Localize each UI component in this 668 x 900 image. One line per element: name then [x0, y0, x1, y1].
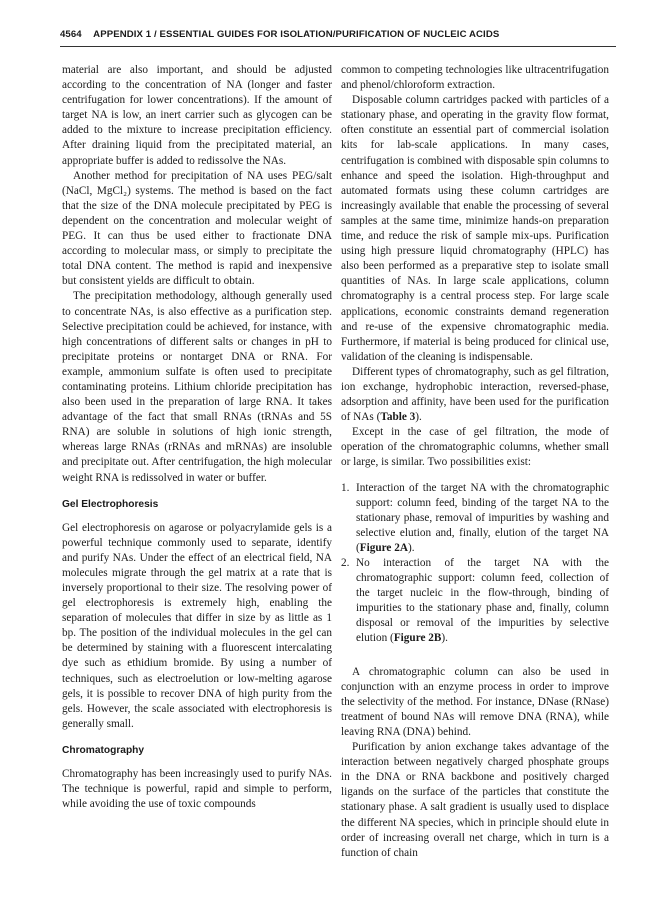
paragraph: material are also important, and should be adjusted according to the concentration of NA (longer and faster centrifugation for lower concentrations). If the amount of target NA is low, an inert carrier such as glycogen can be added to the mixture to increase precipitation efficiency. After draining liquid from the precipitated material, an appropriate buffer is added to redissolve the NAs. — [62, 64, 332, 167]
list-item-text: Interaction of the target NA with the chromatographic support: column feed, binding of the target NA to the stationary phase, removal of impurities by washing and selective elution and, finally, elution of the target NA ( — [356, 481, 609, 554]
section-heading-chromatography: Chromatography — [62, 744, 145, 756]
right-column — [341, 63, 609, 861]
paragraph: Purification by anion exchange takes advantage of the interaction between negatively charged phosphate groups in the DNA or RNA backbone and positively charged ligands on the surface of the particles that constitute the stationary phase. A salt gradient is usually used to displace the different NA species, which in principle should elute in order of increasing overall net charge, which in turn is a function of chain — [341, 741, 609, 859]
paragraph: Gel electrophoresis on agarose or polyacrylamide gels is a powerful technique commonly used to separate, identify and purify NAs. Under the effect of an electrical field, NA molecules migrate through the gel matrix at a rate that is inversely proportional to their size. The resolving power of gel electrophoresis is extremely high, enabling the separation of molecules that differ in size by as little as 1 bp. The position of the individual molecules in the gel can be determined by staining with a fluorescent intercalating dye such as ethidium bromide. By using a number of techniques, such as electroelution or low-melting agarose gels, it is possible to recover DNA of high purity from the gels. However, the scale associated with electrophoresis is generally small. — [62, 521, 332, 730]
figure-2a-reference[interactable]: Figure 2A — [359, 541, 408, 554]
left-column — [62, 63, 332, 812]
paragraph: A chromatographic column can also be used in conjunction with an enzyme process in order to improve the selectivity of the method. For instance, DNase (RNase) treatment of bound NAs will remove DNA (RNA), while leaving RNA (DNA) behind. — [341, 665, 609, 738]
paragraph: Disposable column cartridges packed with particles of a stationary phase, and operating in the gravity flow format, often constitute an essential part of commercial isolation kits for lab-scale applications. In many cases, centrifugation is combined with disposable spin columns to enhance and speed the isolation. High-throughput and automated formats using these column cartridges are increasingly available that enable the processing of several samples at the same time, minimize hands-on preparation time, and reduce the risk of sample mix-ups. Purification using high pressure liquid chromatography (HPLC) has also been performed as a preparative step to isolate small quantities of NAs. In large scale applications, column chromatography is a central process step. For large scale applications, economic constraints demand regeneration and re-use of the expensive chromatographic media. Furthermore, if material is being produced for clinical use, validation of the cleaning is indispensable. — [341, 94, 609, 363]
list-item-text: No interaction of the target NA with the chromatographic support: column feed, collection of the target nucleic in the flow-through, binding of impurities to the stationary phase and, finally, column disposal or removal of the impurities by selective elution ( — [356, 557, 609, 645]
list-number: 1. — [341, 481, 350, 494]
running-title: APPENDIX 1 / ESSENTIAL GUIDES FOR ISOLATION/PURIFICATION OF NUCLEIC ACIDS — [93, 29, 500, 40]
page-number: 4564 — [60, 29, 82, 40]
paragraph: The precipitation methodology, although generally used to concentrate NAs, is also effective as a purification step. Selective precipitation could be achieved, for instance, with high concentrations of different salts or changes in pH to precipitate proteins or nontarget DNA or RNA. For example, ammonium sulfate is often used to precipitate contaminating proteins. Lithium chloride precipitation has also been used in the preparation of large RNA. It takes advantage of the fact that small RNAs (tRNAs and 5S RNA) are soluble in solutions of high ionic strength, whereas large RNAs (rRNAs and mRNAs) are insoluble and precipitate out. After centrifugation, the high molecular weight RNA is redissolved in water or buffer. — [62, 290, 332, 484]
list-number: 2. — [341, 557, 350, 569]
header-rule — [60, 46, 616, 47]
running-header — [60, 29, 616, 40]
numbered-list — [341, 481, 609, 647]
paragraph: common to competing technologies like ultracentrifugation and phenol/chloroform extraction. — [341, 64, 609, 92]
paragraph-text: ). — [415, 411, 422, 424]
figure-2b-reference[interactable]: Figure 2B — [393, 632, 442, 645]
list-item — [341, 556, 609, 647]
paragraph: Except in the case of gel filtration, the mode of operation of the chromatographic columns, whether small or large, is similar. Two possibilities exist: — [341, 426, 609, 469]
paragraph: Another method for precipitation of NA uses PEG/salt (NaCl, MgCl₂) systems. The method is based on the fact that the size of the DNA molecule precipitated by PEG is dependent on the concentration and molecular weight of PEG. It can thus be used either to fractionate DNA according to molecular mass, or simply to precipitate the total DNA content. The method is rapid and inexpensive but consistent yields are difficult to obtain. — [62, 169, 332, 288]
section-heading-gel-electrophoresis: Gel Electrophoresis — [62, 498, 159, 510]
paragraph — [341, 365, 609, 425]
list-item — [341, 481, 609, 556]
paragraph-text: Different types of chromatography, such as gel filtration, ion exchange, hydrophobic interaction, reversed-phase, adsorption and affinity, have been used for the purification of NAs ( — [341, 365, 609, 424]
list-item-text: ). — [441, 632, 448, 645]
paragraph: Chromatography has been increasingly used to purify NAs. The technique is powerful, rapid and simple to perform, while avoiding the use of toxic compounds — [62, 767, 332, 811]
table-3-reference[interactable]: Table 3 — [380, 411, 416, 424]
list-item-text: ). — [407, 541, 415, 554]
